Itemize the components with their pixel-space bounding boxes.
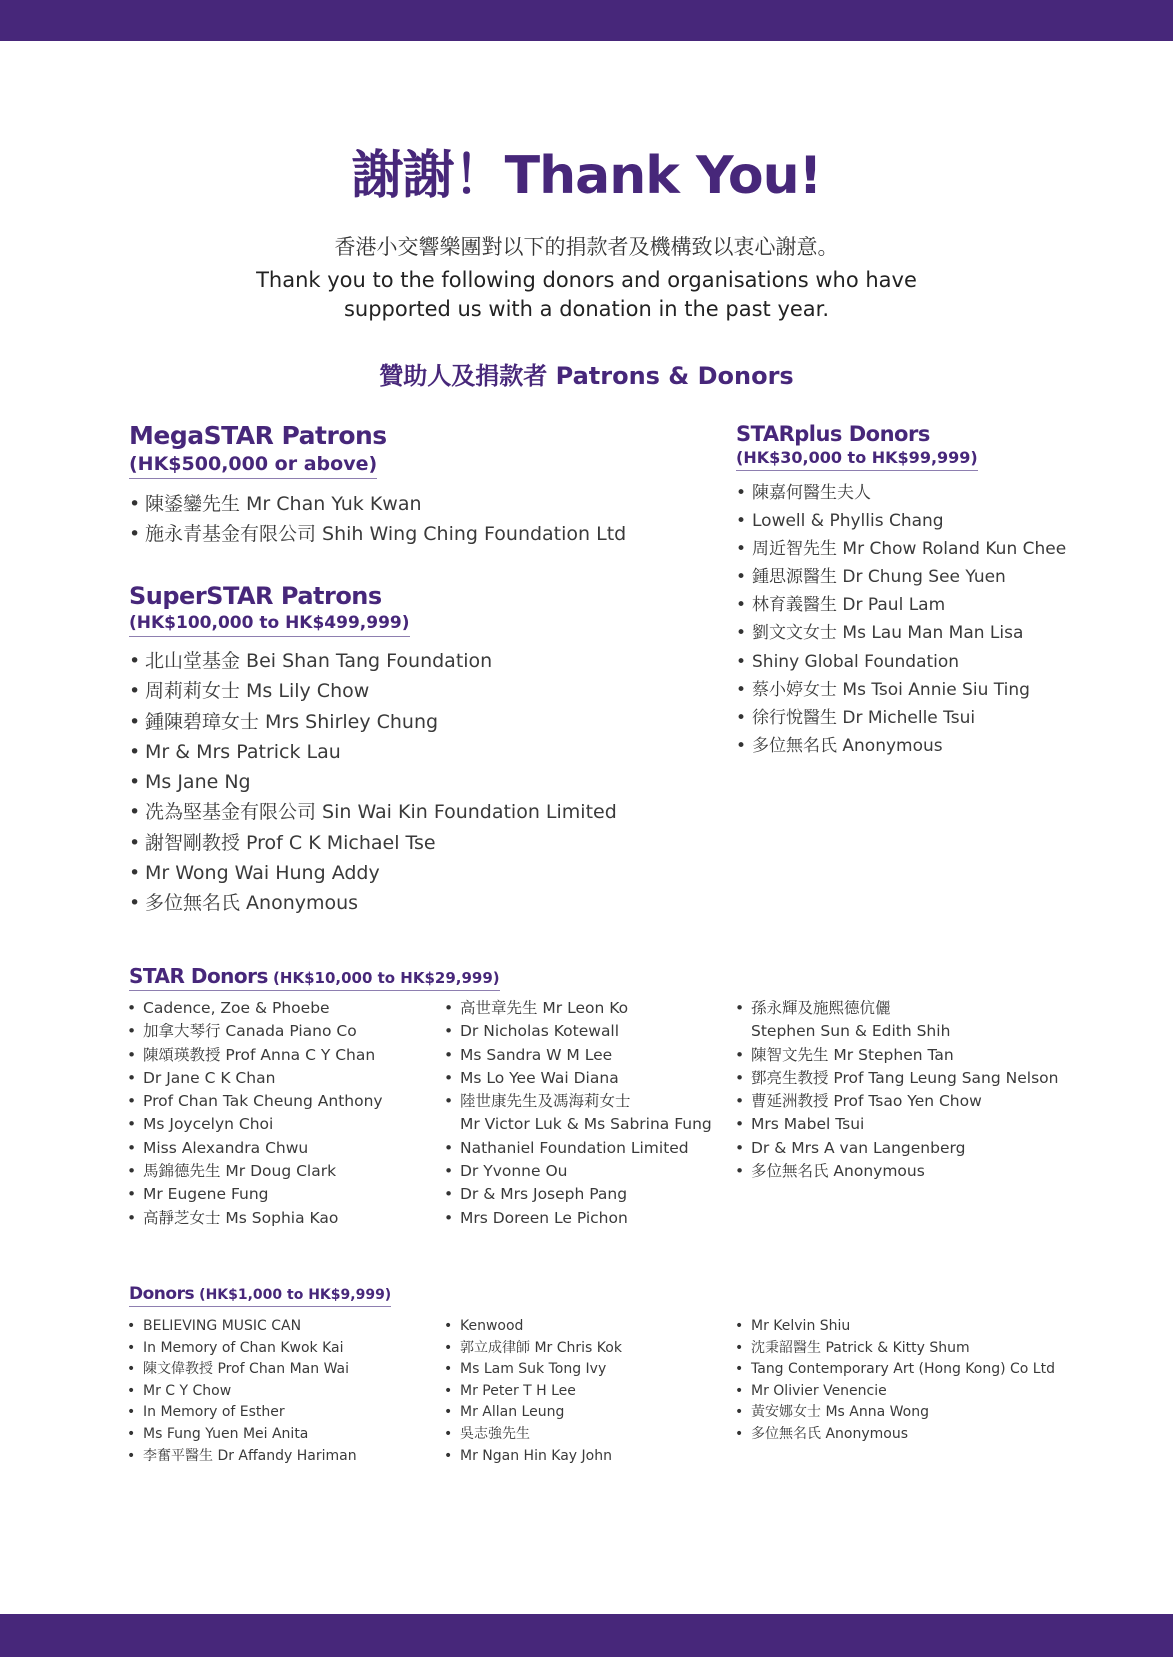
donor-list [129,646,617,919]
tier-range: (HK$30,000 to HK$99,999) [736,448,978,471]
star-donors-column-2 [444,997,712,1230]
list-item: • Dr Nicholas Kotewall [460,1020,712,1043]
list-item-continued: Stephen Sun & Edith Shih [751,1022,951,1041]
section-title: 贊助人及捐款者 Patrons & Donors [379,362,794,390]
star-donors-column-1 [127,997,383,1230]
list-item: • Shiny Global Foundation [752,648,1066,676]
donors-heading [129,1284,391,1307]
list-item: • 陸世康先生及馮海莉女士 [460,1090,712,1113]
list-item: • Nathaniel Foundation Limited [460,1137,712,1160]
tier-range: (HK$100,000 to HK$499,999) [129,612,410,637]
star-donors-heading [129,964,500,991]
list-item: • Dr & Mrs A van Langenberg [751,1137,1058,1160]
top-band [0,0,1173,41]
bottom-band [0,1614,1173,1657]
list-item: • Mr Ngan Hin Kay John [460,1446,622,1468]
list-item: • Mr Eugene Fung [143,1183,383,1206]
donors-column-2 [444,1316,622,1467]
list-item: • 黃安娜女士 Ms Anna Wong [751,1402,1055,1424]
page-title: 謝謝！Thank You! [351,146,822,206]
tier-name: STARplus Donors [736,422,930,446]
list-item: • 北山堂基金 Bei Shan Tang Foundation [145,646,617,676]
donors-column-3 [735,1316,1055,1446]
list-item: • 高靜芝女士 Ms Sophia Kao [143,1207,383,1230]
list-item: • 馬錦德先生 Mr Doug Clark [143,1160,383,1183]
list-item: • 高世章先生 Mr Leon Ko [460,997,712,1020]
list-item: • In Memory of Chan Kwok Kai [143,1338,357,1360]
list-item: • 陳頌瑛教授 Prof Anna C Y Chan [143,1044,383,1067]
list-item: • BELIEVING MUSIC CAN [143,1316,357,1338]
donors-column-1 [127,1316,357,1467]
list-item: • 陳鋈鑾先生 Mr Chan Yuk Kwan [145,489,626,519]
tier-name: STAR Donors [129,964,268,988]
list-item: • Mr Kelvin Shiu [751,1316,1055,1338]
list-item: • 多位無名氏 Anonymous [751,1160,1058,1183]
list-item: • Ms Sandra W M Lee [460,1044,712,1067]
list-item: • In Memory of Esther [143,1402,357,1424]
list-item: • 李奮平醫生 Dr Affandy Hariman [143,1446,357,1468]
intro-english: Thank you to the following donors and organisations who have supported us with a donation in the past year. [256,268,917,321]
list-item: • Cadence, Zoe & Phoebe [143,997,383,1020]
list-item: • Kenwood [460,1316,622,1338]
list-item: • Dr Jane C K Chan [143,1067,383,1090]
list-item: • 周莉莉女士 Ms Lily Chow [145,676,617,706]
list-item: • Mrs Mabel Tsui [751,1113,1058,1136]
list-item: • 鄧亮生教授 Prof Tang Leung Sang Nelson [751,1067,1058,1090]
list-item: • Ms Fung Yuen Mei Anita [143,1424,357,1446]
list-item: • 多位無名氏 Anonymous [751,1424,1055,1446]
list-item: • Ms Lam Suk Tong Ivy [460,1359,622,1381]
list-item: • 鍾陳碧璋女士 Mrs Shirley Chung [145,707,617,737]
list-item: • Mr Olivier Venencie [751,1381,1055,1403]
tier-range: (HK$1,000 to HK$9,999) [199,1287,392,1303]
list-item: • 曹延洲教授 Prof Tsao Yen Chow [751,1090,1058,1113]
list-item: • 鍾思源醫生 Dr Chung See Yuen [752,563,1066,591]
list-item: • Dr Yvonne Ou [460,1160,712,1183]
megastar-patrons-section [129,420,626,549]
list-item: • 沈秉韶醫生 Patrick & Kitty Shum [751,1338,1055,1360]
list-item: • 周近智先生 Mr Chow Roland Kun Chee [752,535,1066,563]
list-item: • Miss Alexandra Chwu [143,1137,383,1160]
list-item: • Tang Contemporary Art (Hong Kong) Co Ltd [751,1359,1055,1381]
tier-name: MegaSTAR Patrons [129,421,387,450]
list-item: • 多位無名氏 Anonymous [752,732,1066,760]
list-item: • 吳志強先生 [460,1424,622,1446]
intro-chinese: 香港小交響樂團對以下的捐款者及機構致以衷心謝意。 [334,235,839,259]
list-item: • 孫永輝及施熙德伉儷 [751,997,1058,1020]
superstar-patrons-section [129,581,617,919]
list-item: • 陳智文先生 Mr Stephen Tan [751,1044,1058,1067]
list-item: • 陳嘉何醫生夫人 [752,479,1066,507]
list-item: • 加拿大琴行 Canada Piano Co [143,1020,383,1043]
tier-range: (HK$10,000 to HK$29,999) [273,969,500,987]
list-item: • 施永青基金有限公司 Shih Wing Ching Foundation Ltd [145,519,626,549]
list-item: • Mr & Mrs Patrick Lau [145,737,617,767]
list-item: • 徐行悅醫生 Dr Michelle Tsui [752,704,1066,732]
donor-list [736,479,1066,760]
list-item: • 林育義醫生 Dr Paul Lam [752,591,1066,619]
list-item: • Prof Chan Tak Cheung Anthony [143,1090,383,1113]
starplus-donors-section [736,420,1066,760]
list-item: • 謝智剛教授 Prof C K Michael Tse [145,828,617,858]
tier-name: Donors [129,1284,195,1304]
tier-name: SuperSTAR Patrons [129,582,382,610]
list-item: • 劉文文女士 Ms Lau Man Man Lisa [752,619,1066,647]
list-item-continued: Mr Victor Luk & Ms Sabrina Fung [460,1115,712,1134]
list-item: • Dr & Mrs Joseph Pang [460,1183,712,1206]
list-item: • Mr Allan Leung [460,1402,622,1424]
list-item: • 陳文偉教授 Prof Chan Man Wai [143,1359,357,1381]
list-item: • Mr Wong Wai Hung Addy [145,858,617,888]
list-item: • 冼為堅基金有限公司 Sin Wai Kin Foundation Limited [145,797,617,827]
star-donors-column-3 [735,997,1058,1183]
tier-range: (HK$500,000 or above) [129,452,377,479]
list-item: • Lowell & Phyllis Chang [752,507,1066,535]
list-item: • Ms Lo Yee Wai Diana [460,1067,712,1090]
list-item: • 蔡小婷女士 Ms Tsoi Annie Siu Ting [752,676,1066,704]
list-item: • Mrs Doreen Le Pichon [460,1207,712,1230]
list-item: • 多位無名氏 Anonymous [145,888,617,918]
list-item: • Ms Jane Ng [145,767,617,797]
list-item: • Mr Peter T H Lee [460,1381,622,1403]
donor-list [129,489,626,549]
list-item: • Ms Joycelyn Choi [143,1113,383,1136]
list-item: • Mr C Y Chow [143,1381,357,1403]
list-item: • 郭立成律師 Mr Chris Kok [460,1338,622,1360]
